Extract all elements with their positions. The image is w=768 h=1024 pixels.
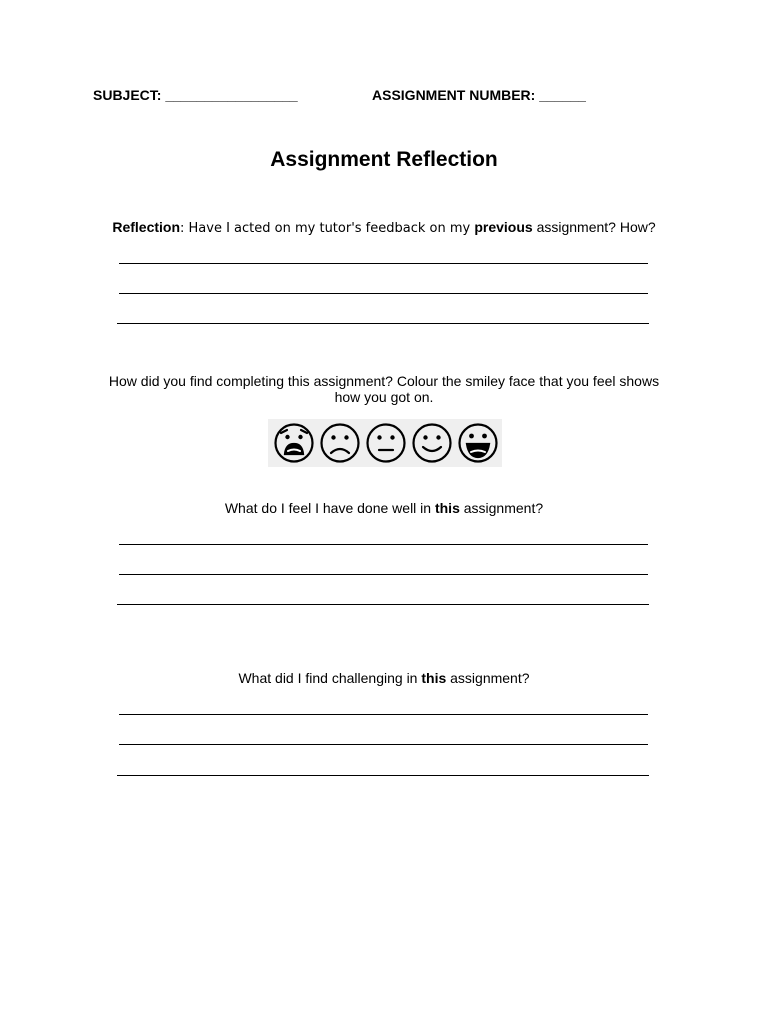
very-happy-face-icon[interactable] [460,425,497,462]
done-well-answer-line-2[interactable] [119,574,648,575]
challenging-text-end: assignment? [446,670,530,686]
smiley-faces-row [268,419,502,467]
reflection-emphasis: previous [474,219,533,235]
challenging-text: What did I find challenging in [238,670,422,686]
challenging-prompt [0,670,768,686]
done-well-answer-line-3[interactable] [117,604,649,605]
done-well-text-end: assignment? [459,500,544,516]
feeling-prompt-line-2: how you got on. [334,389,434,405]
reflection-text: : Have I acted on my tutor's feedback on my [180,221,475,236]
sad-face-icon[interactable] [322,425,359,462]
done-well-text: What do I feel I have done well in [224,500,435,516]
feeling-prompt-line-1: How did you find completing this assignment? Colour the smiley face that you feel shows [108,373,660,389]
done-well-emphasis: this [434,500,460,516]
reflection-answer-line-3[interactable] [117,323,649,324]
challenging-answer-line-1[interactable] [119,714,648,715]
smile-face-icon[interactable] [414,425,451,462]
subject-field[interactable]: SUBJECT: _________________ [93,87,298,103]
reflection-answer-line-2[interactable] [119,293,648,294]
very-sad-face-icon[interactable] [276,425,313,462]
done-well-prompt [0,500,768,516]
page-title: Assignment Reflection [270,148,498,171]
reflection-label: Reflection [112,219,181,235]
challenging-answer-line-3[interactable] [117,775,649,776]
reflection-text-end: assignment? How? [532,219,656,235]
done-well-answer-line-1[interactable] [119,544,648,545]
challenging-emphasis: this [421,670,447,686]
reflection-prompt [0,219,768,237]
assignment-number-field[interactable]: ASSIGNMENT NUMBER: ______ [372,87,586,103]
feeling-prompt [0,373,768,405]
challenging-answer-line-2[interactable] [119,744,648,745]
neutral-face-icon[interactable] [368,425,405,462]
reflection-answer-line-1[interactable] [119,263,648,264]
